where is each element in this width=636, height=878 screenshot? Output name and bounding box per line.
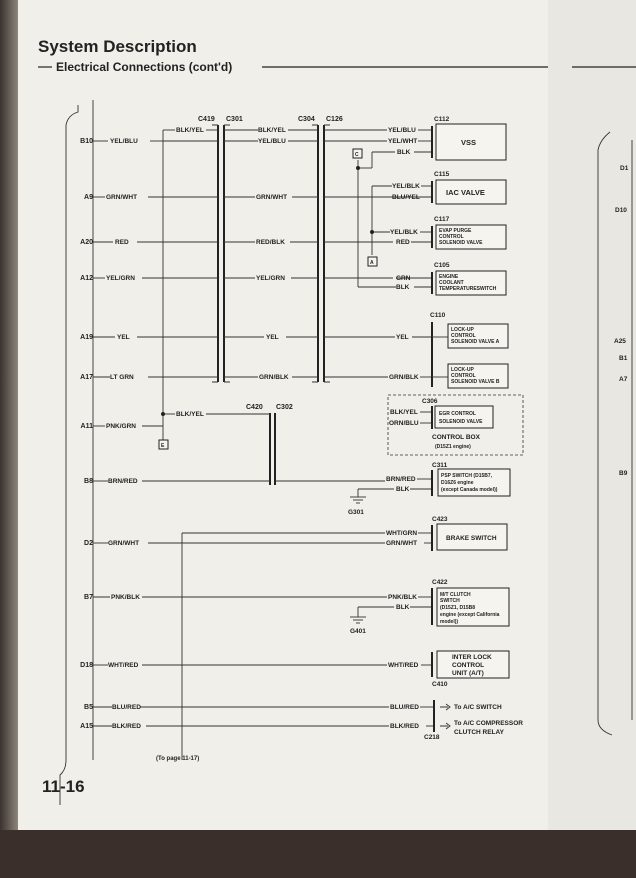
component-line: LOCK-UP bbox=[451, 327, 474, 333]
component-line: CONTROL BOX bbox=[432, 434, 480, 441]
component-line: (except Canada model)) bbox=[441, 487, 498, 493]
component-line: M/T CLUTCH bbox=[440, 592, 471, 598]
adjacent-page-content bbox=[572, 67, 636, 735]
pin-a17: A17 bbox=[80, 374, 93, 381]
component-iac-valve bbox=[432, 171, 506, 204]
wire-label: GRN/WHT bbox=[386, 540, 418, 547]
wire-label: YEL/WHT bbox=[388, 138, 418, 145]
pin-b5: B5 bbox=[84, 704, 93, 711]
component-clutch-switch bbox=[432, 579, 509, 626]
pin-b10: B10 bbox=[80, 138, 93, 145]
left-wire-labels bbox=[106, 138, 141, 730]
connector-c420: C420 bbox=[246, 404, 263, 411]
component-line: LOCK-UP bbox=[451, 367, 474, 373]
pin-rows bbox=[80, 138, 93, 730]
ground-symbol-g401 bbox=[350, 617, 366, 623]
wire-label: WHT/GRN bbox=[386, 530, 418, 537]
wire-label: YEL/BLU bbox=[110, 138, 138, 145]
wire-label: YEL bbox=[117, 334, 130, 341]
wire-label: GRN bbox=[396, 275, 411, 282]
adjacent-pin: A25 bbox=[614, 338, 626, 345]
pin-a19: A19 bbox=[80, 334, 93, 341]
wire-label: LT GRN bbox=[110, 374, 134, 381]
wire-label: YEL/BLK bbox=[390, 229, 418, 236]
wire-label: GRN/WHT bbox=[106, 194, 138, 201]
connector-c126: C126 bbox=[326, 116, 343, 123]
component-lockup-solenoids bbox=[430, 312, 508, 388]
mid-wire-labels bbox=[176, 127, 289, 418]
wire-label: YEL bbox=[266, 334, 279, 341]
wire-label: PNK/BLK bbox=[111, 594, 140, 601]
connector-c302: C302 bbox=[276, 404, 293, 411]
component-line: UNIT (A/T) bbox=[452, 670, 484, 677]
component-name: VSS bbox=[461, 138, 477, 147]
wire-label: BLK/YEL bbox=[258, 127, 286, 134]
component-line: EVAP PURGE bbox=[439, 228, 472, 234]
component-id: C110 bbox=[430, 312, 446, 319]
component-ac-connector bbox=[424, 700, 523, 741]
component-interlock-unit bbox=[432, 651, 509, 688]
wire-label: GRN/WHT bbox=[256, 194, 288, 201]
wire-label: RED/BLK bbox=[256, 239, 285, 246]
component-line: PSP SWITCH (D15B7, bbox=[441, 473, 493, 479]
adjacent-pin: D1 bbox=[620, 165, 629, 172]
component-line: (D15Z1 engine) bbox=[435, 444, 471, 450]
footer-note: (To page 11-17) bbox=[156, 756, 200, 762]
wire-label: BLK bbox=[396, 486, 410, 493]
ground-g301: G301 bbox=[348, 509, 364, 516]
component-id: C115 bbox=[434, 171, 450, 178]
component-line: model)) bbox=[440, 619, 459, 625]
component-id: C112 bbox=[434, 116, 450, 123]
wire-label: PNK/GRN bbox=[106, 423, 136, 430]
wire-label: BLK bbox=[396, 284, 410, 291]
component-line: (D15Z1, D15B8 bbox=[440, 605, 476, 611]
wire-label: GRN/BLK bbox=[389, 374, 419, 381]
component-id: C423 bbox=[432, 516, 448, 523]
adjacent-pin: D10 bbox=[615, 207, 627, 214]
pin-b7: B7 bbox=[84, 594, 93, 601]
component-ect-switch bbox=[432, 262, 506, 295]
pin-d18: D18 bbox=[80, 662, 93, 669]
component-line: SOLENOID VALVE A bbox=[451, 339, 500, 345]
adjacent-pin: B1 bbox=[619, 355, 628, 362]
wire-label: BLK/YEL bbox=[176, 127, 204, 134]
component-vss bbox=[432, 116, 506, 160]
splice-dot bbox=[370, 230, 374, 234]
wire-label: BLU/RED bbox=[112, 704, 141, 711]
component-line: ENGINE bbox=[439, 274, 459, 280]
marker-e: E bbox=[161, 443, 165, 449]
wire-label: PNK/BLK bbox=[388, 594, 417, 601]
component-id: C306 bbox=[422, 398, 438, 405]
component-line: CONTROL bbox=[452, 662, 485, 669]
component-id: C105 bbox=[434, 262, 450, 269]
pin-a11: A11 bbox=[80, 423, 93, 430]
component-id: C422 bbox=[432, 579, 448, 586]
component-name: BRAKE SWITCH bbox=[446, 535, 497, 542]
component-line: EGR CONTROL bbox=[439, 411, 476, 417]
component-line: CLUTCH RELAY bbox=[454, 729, 504, 736]
component-line: CONTROL bbox=[439, 234, 464, 240]
connector-c419: C419 bbox=[198, 116, 215, 123]
wire-label: WHT/RED bbox=[108, 662, 139, 669]
component-line: TEMPERATURESWITCH bbox=[439, 286, 497, 292]
component-line: To A/C SWITCH bbox=[454, 704, 502, 711]
wire-label: BLK bbox=[396, 604, 410, 611]
marker-a: A bbox=[370, 260, 374, 266]
right-wire-labels bbox=[386, 127, 420, 730]
marker-c: C bbox=[355, 152, 359, 158]
splice-dot bbox=[161, 412, 165, 416]
adjacent-pin: A7 bbox=[619, 376, 628, 383]
wire-label: GRN/WHT bbox=[108, 540, 140, 547]
pin-b8: B8 bbox=[84, 478, 93, 485]
component-line: engine (except California bbox=[440, 612, 500, 618]
wire-label: RED bbox=[396, 239, 410, 246]
component-id: C410 bbox=[432, 681, 448, 688]
wire-label: BLU/YEL bbox=[392, 194, 420, 201]
wire-label: WHT/RED bbox=[388, 662, 419, 669]
component-line: CONTROL bbox=[451, 333, 476, 339]
pin-d2: D2 bbox=[84, 540, 93, 547]
wire-label: BLK/YEL bbox=[390, 409, 418, 416]
wire-label: BRN/RED bbox=[108, 478, 138, 485]
ground-g401: G401 bbox=[350, 628, 366, 635]
pin-a12: A12 bbox=[80, 275, 93, 282]
component-line: SOLENOID VALVE bbox=[439, 419, 483, 425]
wire-label: YEL/BLU bbox=[388, 127, 416, 134]
wire-label: YEL/GRN bbox=[106, 275, 135, 282]
wire-label: BLK bbox=[397, 149, 411, 156]
component-id: C117 bbox=[434, 216, 450, 223]
pin-a9: A9 bbox=[84, 194, 93, 201]
component-psp-switch bbox=[432, 462, 510, 496]
wire-label: YEL bbox=[396, 334, 409, 341]
component-line: To A/C COMPRESSOR bbox=[454, 720, 523, 727]
component-line: D16Z6 engine bbox=[441, 480, 474, 486]
component-name: IAC VALVE bbox=[446, 188, 485, 197]
wire-label: YEL/BLK bbox=[392, 183, 420, 190]
adjacent-pin: B9 bbox=[619, 470, 628, 477]
component-line: SOLENOID VALVE bbox=[439, 240, 483, 246]
wire-label: RED bbox=[115, 239, 129, 246]
wire-label: BLK/RED bbox=[112, 723, 141, 730]
wire-label: BLU/RED bbox=[390, 704, 419, 711]
component-line: INTER LOCK bbox=[452, 654, 492, 661]
connector-c301: C301 bbox=[226, 116, 243, 123]
component-line: SWITCH bbox=[440, 598, 460, 604]
wire-label: ORN/BLU bbox=[389, 420, 419, 427]
wire-label: YEL/BLU bbox=[258, 138, 286, 145]
component-line: SOLENOID VALVE B bbox=[451, 379, 500, 385]
page-subtitle: Electrical Connections (cont'd) bbox=[56, 60, 233, 74]
wire-label: BLK/YEL bbox=[176, 411, 204, 418]
component-id: C218 bbox=[424, 734, 440, 741]
ecm-outline bbox=[60, 105, 78, 805]
wire-label: BRN/RED bbox=[386, 476, 416, 483]
pin-a15: A15 bbox=[80, 723, 93, 730]
page-title: System Description bbox=[38, 37, 197, 56]
wires bbox=[93, 130, 434, 760]
component-line: COOLANT bbox=[439, 280, 464, 286]
page-number: 11-16 bbox=[42, 777, 85, 796]
component-brake-switch bbox=[432, 516, 507, 551]
wire-label: YEL/GRN bbox=[256, 275, 285, 282]
splice-dot bbox=[356, 166, 360, 170]
connector-c304: C304 bbox=[298, 116, 315, 123]
component-evap-purge bbox=[432, 216, 506, 249]
wire-label: GRN/BLK bbox=[259, 374, 289, 381]
ground-symbol-g301 bbox=[350, 497, 366, 503]
component-line: CONTROL bbox=[451, 373, 476, 379]
wire-label: BLK/RED bbox=[390, 723, 419, 730]
component-id: C311 bbox=[432, 462, 448, 469]
pin-a20: A20 bbox=[80, 239, 93, 246]
